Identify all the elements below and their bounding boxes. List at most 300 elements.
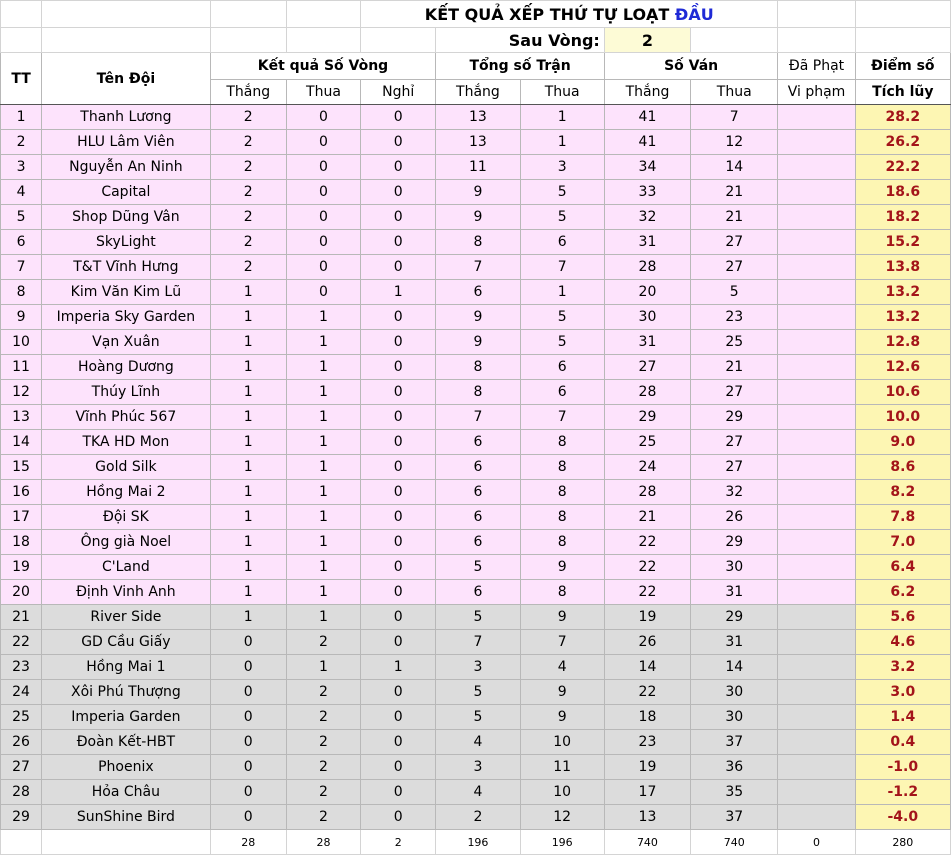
total-cell-rank[interactable]: [1, 830, 42, 855]
cell-rounds-loss[interactable]: 2: [286, 755, 360, 780]
cell-rounds-rest[interactable]: 0: [361, 580, 436, 605]
cell-rank[interactable]: 27: [1, 755, 42, 780]
cell-rounds-loss[interactable]: 0: [286, 155, 360, 180]
cell-games-win[interactable]: 22: [604, 555, 690, 580]
cell-rank[interactable]: 25: [1, 705, 42, 730]
cell-rounds-rest[interactable]: 0: [361, 380, 436, 405]
cell-penalty[interactable]: [778, 730, 855, 755]
cell-team-name[interactable]: Kim Văn Kim Lũ: [42, 280, 211, 305]
cell-games-loss[interactable]: 5: [691, 280, 778, 305]
cell-penalty[interactable]: [778, 680, 855, 705]
cell-matches-loss[interactable]: 1: [520, 105, 604, 130]
cell-matches-win[interactable]: 11: [436, 155, 520, 180]
cell-games-loss[interactable]: 12: [691, 130, 778, 155]
total-cell-rounds-win[interactable]: 28: [210, 830, 286, 855]
cell-games-win[interactable]: 22: [604, 530, 690, 555]
cell-team-name[interactable]: SkyLight: [42, 230, 211, 255]
cell-team-name[interactable]: Xôi Phú Thượng: [42, 680, 211, 705]
cell-games-win[interactable]: 27: [604, 355, 690, 380]
cell-rank[interactable]: 28: [1, 780, 42, 805]
cell-games-loss[interactable]: 14: [691, 155, 778, 180]
cell-rounds-rest[interactable]: 0: [361, 180, 436, 205]
cell-points[interactable]: 12.8: [855, 330, 950, 355]
cell-games-loss[interactable]: 37: [691, 730, 778, 755]
cell-rounds-rest[interactable]: 0: [361, 305, 436, 330]
cell-matches-loss[interactable]: 8: [520, 505, 604, 530]
cell-penalty[interactable]: [778, 280, 855, 305]
cell-rounds-rest[interactable]: 0: [361, 630, 436, 655]
cell-team-name[interactable]: SunShine Bird: [42, 805, 211, 830]
cell-games-win[interactable]: 31: [604, 330, 690, 355]
cell-matches-loss[interactable]: 5: [520, 180, 604, 205]
cell-rounds-win[interactable]: 2: [210, 230, 286, 255]
total-cell-points[interactable]: 280: [855, 830, 950, 855]
cell-rounds-rest[interactable]: 0: [361, 155, 436, 180]
cell-matches-loss[interactable]: 8: [520, 480, 604, 505]
cell-rounds-rest[interactable]: 0: [361, 780, 436, 805]
cell-games-loss[interactable]: 35: [691, 780, 778, 805]
cell-games-loss[interactable]: 30: [691, 555, 778, 580]
cell-rounds-win[interactable]: 2: [210, 155, 286, 180]
cell-matches-win[interactable]: 3: [436, 655, 520, 680]
cell-points[interactable]: 22.2: [855, 155, 950, 180]
cell-rounds-loss[interactable]: 2: [286, 780, 360, 805]
cell-matches-win[interactable]: 5: [436, 605, 520, 630]
cell-points[interactable]: -1.0: [855, 755, 950, 780]
cell-rounds-loss[interactable]: 2: [286, 805, 360, 830]
cell-penalty[interactable]: [778, 205, 855, 230]
cell-rounds-win[interactable]: 0: [210, 630, 286, 655]
cell-matches-loss[interactable]: 7: [520, 630, 604, 655]
cell-rank[interactable]: 2: [1, 130, 42, 155]
cell-games-loss[interactable]: 21: [691, 355, 778, 380]
cell-penalty[interactable]: [778, 580, 855, 605]
cell-matches-loss[interactable]: 3: [520, 155, 604, 180]
cell-rank[interactable]: 20: [1, 580, 42, 605]
cell-rank[interactable]: 13: [1, 405, 42, 430]
cell-penalty[interactable]: [778, 705, 855, 730]
cell-matches-win[interactable]: 5: [436, 555, 520, 580]
cell-points[interactable]: 26.2: [855, 130, 950, 155]
cell-rounds-rest[interactable]: 0: [361, 355, 436, 380]
cell-rounds-loss[interactable]: 1: [286, 655, 360, 680]
cell-team-name[interactable]: Vĩnh Phúc 567: [42, 405, 211, 430]
cell-games-win[interactable]: 21: [604, 505, 690, 530]
cell-matches-loss[interactable]: 11: [520, 755, 604, 780]
cell-matches-loss[interactable]: 4: [520, 655, 604, 680]
cell-matches-loss[interactable]: 5: [520, 205, 604, 230]
cell-matches-win[interactable]: 6: [436, 580, 520, 605]
cell-rounds-rest[interactable]: 0: [361, 730, 436, 755]
cell-rank[interactable]: 3: [1, 155, 42, 180]
cell-penalty[interactable]: [778, 555, 855, 580]
cell-rounds-loss[interactable]: 1: [286, 430, 360, 455]
cell-matches-loss[interactable]: 1: [520, 130, 604, 155]
cell-team-name[interactable]: River Side: [42, 605, 211, 630]
cell-games-loss[interactable]: 29: [691, 530, 778, 555]
cell-matches-win[interactable]: 8: [436, 355, 520, 380]
cell-rank[interactable]: 12: [1, 380, 42, 405]
cell-penalty[interactable]: [778, 755, 855, 780]
cell-matches-win[interactable]: 5: [436, 680, 520, 705]
cell-rounds-rest[interactable]: 0: [361, 205, 436, 230]
cell-rounds-win[interactable]: 1: [210, 530, 286, 555]
cell-matches-win[interactable]: 8: [436, 230, 520, 255]
cell-points[interactable]: 0.4: [855, 730, 950, 755]
cell-rounds-rest[interactable]: 0: [361, 430, 436, 455]
cell-rounds-rest[interactable]: 0: [361, 480, 436, 505]
cell-matches-win[interactable]: 6: [436, 430, 520, 455]
cell-points[interactable]: 10.0: [855, 405, 950, 430]
cell-rounds-rest[interactable]: 0: [361, 330, 436, 355]
cell-team-name[interactable]: Gold Silk: [42, 455, 211, 480]
cell-rank[interactable]: 24: [1, 680, 42, 705]
cell-matches-loss[interactable]: 6: [520, 380, 604, 405]
cell-matches-loss[interactable]: 6: [520, 230, 604, 255]
cell-rounds-win[interactable]: 1: [210, 555, 286, 580]
cell-rounds-loss[interactable]: 1: [286, 330, 360, 355]
cell-rounds-loss[interactable]: 0: [286, 205, 360, 230]
cell-rank[interactable]: 14: [1, 430, 42, 455]
cell-rounds-win[interactable]: 1: [210, 430, 286, 455]
cell-penalty[interactable]: [778, 780, 855, 805]
cell-rounds-win[interactable]: 0: [210, 730, 286, 755]
total-cell-penalty[interactable]: 0: [778, 830, 855, 855]
cell-matches-win[interactable]: 4: [436, 780, 520, 805]
cell-matches-loss[interactable]: 12: [520, 805, 604, 830]
cell-team-name[interactable]: Phoenix: [42, 755, 211, 780]
cell-rounds-rest[interactable]: 0: [361, 105, 436, 130]
total-cell-team-name[interactable]: [42, 830, 211, 855]
cell-rounds-win[interactable]: 1: [210, 355, 286, 380]
cell-matches-win[interactable]: 4: [436, 730, 520, 755]
cell-points[interactable]: 13.8: [855, 255, 950, 280]
cell-games-loss[interactable]: 29: [691, 405, 778, 430]
cell-team-name[interactable]: Thúy Lĩnh: [42, 380, 211, 405]
cell-penalty[interactable]: [778, 405, 855, 430]
cell-points[interactable]: 8.6: [855, 455, 950, 480]
cell-penalty[interactable]: [778, 380, 855, 405]
cell-matches-win[interactable]: 3: [436, 755, 520, 780]
round-value[interactable]: 2: [604, 28, 690, 53]
cell-team-name[interactable]: Ông già Noel: [42, 530, 211, 555]
cell-team-name[interactable]: Hỏa Châu: [42, 780, 211, 805]
cell-points[interactable]: 10.6: [855, 380, 950, 405]
cell-team-name[interactable]: Capital: [42, 180, 211, 205]
cell-matches-loss[interactable]: 9: [520, 680, 604, 705]
cell-matches-win[interactable]: 6: [436, 455, 520, 480]
cell-games-loss[interactable]: 27: [691, 230, 778, 255]
cell-points[interactable]: 15.2: [855, 230, 950, 255]
cell-rounds-win[interactable]: 0: [210, 655, 286, 680]
cell-games-loss[interactable]: 23: [691, 305, 778, 330]
cell-rounds-loss[interactable]: 1: [286, 555, 360, 580]
cell-rounds-rest[interactable]: 0: [361, 755, 436, 780]
cell-games-win[interactable]: 28: [604, 480, 690, 505]
cell-team-name[interactable]: Định Vinh Anh: [42, 580, 211, 605]
cell-rounds-win[interactable]: 0: [210, 755, 286, 780]
cell-matches-win[interactable]: 9: [436, 305, 520, 330]
cell-rounds-rest[interactable]: 0: [361, 805, 436, 830]
cell-games-win[interactable]: 13: [604, 805, 690, 830]
cell-matches-win[interactable]: 6: [436, 280, 520, 305]
cell-penalty[interactable]: [778, 230, 855, 255]
cell-matches-win[interactable]: 6: [436, 505, 520, 530]
cell-rounds-rest[interactable]: 0: [361, 130, 436, 155]
cell-games-loss[interactable]: 30: [691, 680, 778, 705]
cell-points[interactable]: 6.4: [855, 555, 950, 580]
cell-penalty[interactable]: [778, 305, 855, 330]
cell-rank[interactable]: 26: [1, 730, 42, 755]
cell-matches-loss[interactable]: 9: [520, 605, 604, 630]
cell-points[interactable]: 13.2: [855, 280, 950, 305]
cell-games-win[interactable]: 22: [604, 580, 690, 605]
cell-matches-loss[interactable]: 8: [520, 530, 604, 555]
cell-matches-loss[interactable]: 10: [520, 780, 604, 805]
total-cell-games-loss[interactable]: 740: [691, 830, 778, 855]
cell-points[interactable]: 6.2: [855, 580, 950, 605]
total-cell-rounds-loss[interactable]: 28: [286, 830, 360, 855]
cell-games-loss[interactable]: 21: [691, 180, 778, 205]
cell-games-loss[interactable]: 30: [691, 705, 778, 730]
cell-games-win[interactable]: 20: [604, 280, 690, 305]
cell-matches-loss[interactable]: 7: [520, 255, 604, 280]
cell-points[interactable]: 28.2: [855, 105, 950, 130]
cell-rounds-rest[interactable]: 0: [361, 705, 436, 730]
cell-rounds-rest[interactable]: 0: [361, 530, 436, 555]
cell-penalty[interactable]: [778, 430, 855, 455]
cell-rounds-rest[interactable]: 0: [361, 230, 436, 255]
cell-games-loss[interactable]: 21: [691, 205, 778, 230]
cell-penalty[interactable]: [778, 605, 855, 630]
cell-penalty[interactable]: [778, 805, 855, 830]
cell-team-name[interactable]: Hồng Mai 2: [42, 480, 211, 505]
cell-games-loss[interactable]: 27: [691, 255, 778, 280]
cell-points[interactable]: 8.2: [855, 480, 950, 505]
cell-rounds-win[interactable]: 1: [210, 380, 286, 405]
cell-matches-win[interactable]: 7: [436, 255, 520, 280]
cell-rank[interactable]: 1: [1, 105, 42, 130]
cell-team-name[interactable]: HLU Lâm Viên: [42, 130, 211, 155]
cell-games-win[interactable]: 29: [604, 405, 690, 430]
cell-games-win[interactable]: 18: [604, 705, 690, 730]
cell-rounds-loss[interactable]: 1: [286, 580, 360, 605]
cell-games-loss[interactable]: 27: [691, 430, 778, 455]
cell-rank[interactable]: 8: [1, 280, 42, 305]
cell-rounds-win[interactable]: 1: [210, 405, 286, 430]
cell-rank[interactable]: 19: [1, 555, 42, 580]
cell-games-win[interactable]: 26: [604, 630, 690, 655]
cell-rounds-loss[interactable]: 1: [286, 405, 360, 430]
cell-rounds-loss[interactable]: 1: [286, 355, 360, 380]
cell-games-loss[interactable]: 25: [691, 330, 778, 355]
cell-matches-win[interactable]: 9: [436, 330, 520, 355]
cell-rank[interactable]: 15: [1, 455, 42, 480]
cell-rounds-loss[interactable]: 0: [286, 230, 360, 255]
cell-penalty[interactable]: [778, 655, 855, 680]
cell-rank[interactable]: 5: [1, 205, 42, 230]
cell-matches-loss[interactable]: 9: [520, 555, 604, 580]
cell-penalty[interactable]: [778, 355, 855, 380]
cell-team-name[interactable]: Hồng Mai 1: [42, 655, 211, 680]
cell-team-name[interactable]: Imperia Sky Garden: [42, 305, 211, 330]
cell-rank[interactable]: 7: [1, 255, 42, 280]
cell-matches-win[interactable]: 13: [436, 130, 520, 155]
cell-games-win[interactable]: 28: [604, 380, 690, 405]
cell-team-name[interactable]: C'Land: [42, 555, 211, 580]
cell-rounds-loss[interactable]: 1: [286, 455, 360, 480]
cell-rank[interactable]: 18: [1, 530, 42, 555]
cell-penalty[interactable]: [778, 105, 855, 130]
cell-rounds-loss[interactable]: 1: [286, 305, 360, 330]
cell-rounds-loss[interactable]: 1: [286, 380, 360, 405]
cell-matches-win[interactable]: 6: [436, 530, 520, 555]
cell-team-name[interactable]: Shop Dũng Vân: [42, 205, 211, 230]
cell-games-win[interactable]: 22: [604, 680, 690, 705]
cell-team-name[interactable]: T&T Vĩnh Hưng: [42, 255, 211, 280]
cell-matches-loss[interactable]: 7: [520, 405, 604, 430]
cell-penalty[interactable]: [778, 455, 855, 480]
cell-rank[interactable]: 22: [1, 630, 42, 655]
cell-points[interactable]: 4.6: [855, 630, 950, 655]
cell-team-name[interactable]: Imperia Garden: [42, 705, 211, 730]
cell-games-win[interactable]: 34: [604, 155, 690, 180]
cell-games-loss[interactable]: 7: [691, 105, 778, 130]
cell-rank[interactable]: 10: [1, 330, 42, 355]
cell-rounds-win[interactable]: 1: [210, 455, 286, 480]
cell-matches-loss[interactable]: 5: [520, 330, 604, 355]
cell-points[interactable]: 1.4: [855, 705, 950, 730]
cell-rank[interactable]: 17: [1, 505, 42, 530]
cell-matches-win[interactable]: 6: [436, 480, 520, 505]
cell-rounds-rest[interactable]: 0: [361, 505, 436, 530]
cell-rank[interactable]: 11: [1, 355, 42, 380]
cell-points[interactable]: -4.0: [855, 805, 950, 830]
cell-team-name[interactable]: Đoàn Kết-HBT: [42, 730, 211, 755]
cell-rounds-win[interactable]: 1: [210, 580, 286, 605]
cell-penalty[interactable]: [778, 530, 855, 555]
cell-rounds-loss[interactable]: 1: [286, 505, 360, 530]
cell-games-win[interactable]: 24: [604, 455, 690, 480]
cell-points[interactable]: 7.8: [855, 505, 950, 530]
cell-rounds-loss[interactable]: 0: [286, 280, 360, 305]
cell-rounds-rest[interactable]: 1: [361, 280, 436, 305]
cell-rounds-win[interactable]: 1: [210, 330, 286, 355]
cell-games-loss[interactable]: 29: [691, 605, 778, 630]
cell-rounds-win[interactable]: 2: [210, 105, 286, 130]
cell-games-loss[interactable]: 31: [691, 580, 778, 605]
cell-games-win[interactable]: 23: [604, 730, 690, 755]
total-cell-rounds-rest[interactable]: 2: [361, 830, 436, 855]
cell-team-name[interactable]: Đội SK: [42, 505, 211, 530]
cell-games-loss[interactable]: 36: [691, 755, 778, 780]
cell-rounds-win[interactable]: 0: [210, 805, 286, 830]
cell-rounds-loss[interactable]: 2: [286, 705, 360, 730]
cell-games-win[interactable]: 28: [604, 255, 690, 280]
cell-games-win[interactable]: 19: [604, 755, 690, 780]
cell-rounds-loss[interactable]: 1: [286, 605, 360, 630]
cell-rounds-win[interactable]: 2: [210, 255, 286, 280]
cell-points[interactable]: 18.2: [855, 205, 950, 230]
cell-matches-win[interactable]: 9: [436, 180, 520, 205]
cell-matches-loss[interactable]: 8: [520, 430, 604, 455]
cell-games-win[interactable]: 19: [604, 605, 690, 630]
cell-rounds-loss[interactable]: 1: [286, 530, 360, 555]
cell-points[interactable]: 7.0: [855, 530, 950, 555]
cell-games-win[interactable]: 41: [604, 130, 690, 155]
cell-rounds-loss[interactable]: 0: [286, 130, 360, 155]
cell-penalty[interactable]: [778, 330, 855, 355]
cell-matches-win[interactable]: 2: [436, 805, 520, 830]
cell-rounds-loss[interactable]: 2: [286, 630, 360, 655]
cell-rank[interactable]: 29: [1, 805, 42, 830]
cell-rank[interactable]: 16: [1, 480, 42, 505]
cell-games-win[interactable]: 17: [604, 780, 690, 805]
cell-games-win[interactable]: 32: [604, 205, 690, 230]
cell-rounds-win[interactable]: 1: [210, 305, 286, 330]
cell-rank[interactable]: 21: [1, 605, 42, 630]
cell-games-win[interactable]: 31: [604, 230, 690, 255]
cell-points[interactable]: 13.2: [855, 305, 950, 330]
cell-games-loss[interactable]: 31: [691, 630, 778, 655]
cell-games-win[interactable]: 33: [604, 180, 690, 205]
cell-team-name[interactable]: Hoàng Dương: [42, 355, 211, 380]
cell-matches-loss[interactable]: 8: [520, 580, 604, 605]
cell-rounds-win[interactable]: 1: [210, 280, 286, 305]
cell-games-win[interactable]: 30: [604, 305, 690, 330]
cell-rounds-rest[interactable]: 0: [361, 555, 436, 580]
cell-team-name[interactable]: Vạn Xuân: [42, 330, 211, 355]
cell-games-win[interactable]: 14: [604, 655, 690, 680]
cell-rounds-win[interactable]: 1: [210, 605, 286, 630]
total-cell-matches-win[interactable]: 196: [436, 830, 520, 855]
cell-matches-win[interactable]: 5: [436, 705, 520, 730]
cell-matches-loss[interactable]: 9: [520, 705, 604, 730]
cell-rounds-win[interactable]: 2: [210, 130, 286, 155]
cell-rounds-win[interactable]: 0: [210, 705, 286, 730]
cell-points[interactable]: 12.6: [855, 355, 950, 380]
cell-matches-win[interactable]: 13: [436, 105, 520, 130]
cell-rounds-rest[interactable]: 0: [361, 680, 436, 705]
cell-rounds-rest[interactable]: 0: [361, 605, 436, 630]
cell-points[interactable]: 3.0: [855, 680, 950, 705]
cell-rounds-win[interactable]: 1: [210, 480, 286, 505]
cell-penalty[interactable]: [778, 505, 855, 530]
cell-rounds-win[interactable]: 2: [210, 205, 286, 230]
cell-penalty[interactable]: [778, 480, 855, 505]
cell-matches-win[interactable]: 9: [436, 205, 520, 230]
cell-matches-loss[interactable]: 5: [520, 305, 604, 330]
cell-matches-loss[interactable]: 8: [520, 455, 604, 480]
cell-rounds-win[interactable]: 0: [210, 780, 286, 805]
cell-rounds-loss[interactable]: 0: [286, 255, 360, 280]
cell-rounds-win[interactable]: 2: [210, 180, 286, 205]
cell-games-loss[interactable]: 26: [691, 505, 778, 530]
cell-games-loss[interactable]: 27: [691, 380, 778, 405]
cell-games-win[interactable]: 25: [604, 430, 690, 455]
cell-points[interactable]: 18.6: [855, 180, 950, 205]
cell-penalty[interactable]: [778, 130, 855, 155]
cell-rounds-loss[interactable]: 0: [286, 105, 360, 130]
cell-matches-loss[interactable]: 10: [520, 730, 604, 755]
cell-rounds-rest[interactable]: 1: [361, 655, 436, 680]
cell-rounds-loss[interactable]: 2: [286, 730, 360, 755]
cell-rounds-rest[interactable]: 0: [361, 255, 436, 280]
cell-games-loss[interactable]: 32: [691, 480, 778, 505]
cell-points[interactable]: 9.0: [855, 430, 950, 455]
cell-rounds-rest[interactable]: 0: [361, 455, 436, 480]
cell-matches-loss[interactable]: 6: [520, 355, 604, 380]
